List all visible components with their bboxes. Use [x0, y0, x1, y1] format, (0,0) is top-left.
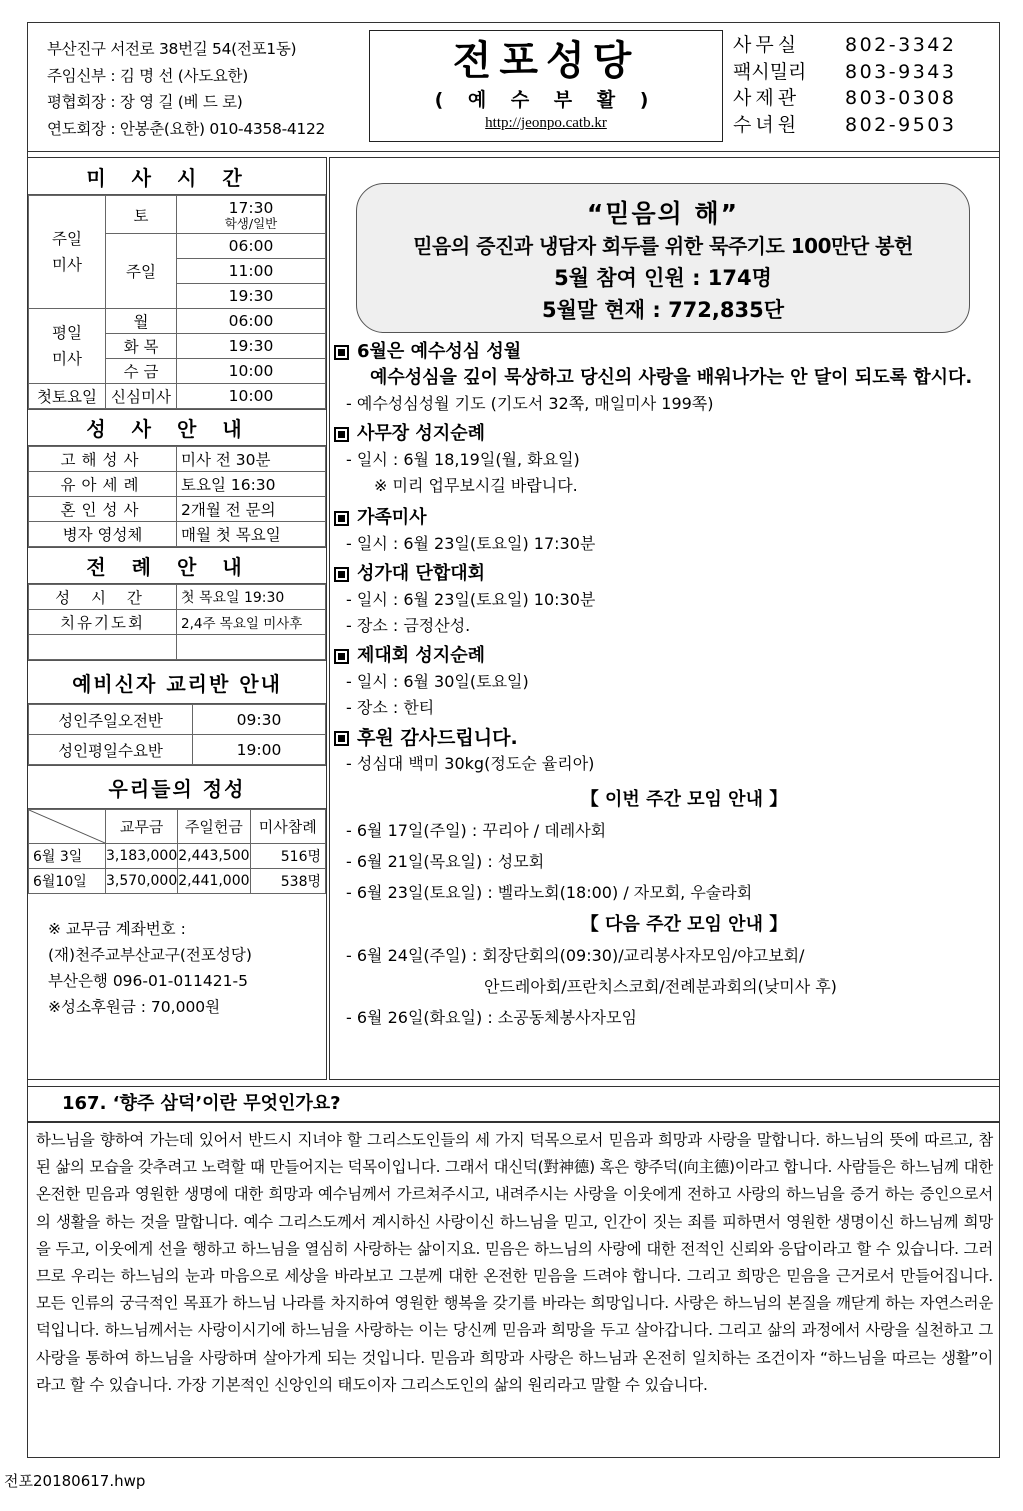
phone-row: 사제관 803-0308: [733, 87, 957, 109]
banner-line: 믿음의 증진과 냉담자 회두를 위한 묵주기도 100만단 봉헌: [413, 234, 913, 258]
notice-heading: 6월은 예수성심 성월: [357, 341, 522, 362]
notice-desc: 예수성심을 깊이 묵상하고 당신의 사랑을 배워나가는 안 달이 되도록 합시다.: [370, 367, 973, 388]
page-subtitle: ( 예 수 부 활 ): [434, 89, 658, 111]
notice-item: [334, 561, 994, 639]
year-of-faith-banner: [356, 183, 970, 333]
table-row: 6월10일 3,570,000 2,441,000 538명: [29, 869, 326, 894]
notice-line: - 장소 : 금정산성.: [346, 616, 471, 635]
liturgy-info: 첫 목요일 19:30: [177, 585, 326, 610]
mass-table: [28, 195, 326, 409]
checkbox-square-icon: [334, 731, 349, 746]
sun-time: 19:30: [177, 284, 326, 309]
header: [27, 22, 1000, 152]
notice-heading: 후원 감사드립니다.: [357, 727, 518, 749]
checkbox-square-icon: [334, 567, 349, 582]
meeting-line: - 6월 17일(주일) : 꾸리아 / 데레사회: [346, 821, 607, 840]
notice-item: [334, 505, 994, 557]
meeting-line: - 6월 26일(화요일) : 소공동체봉사자모임: [346, 1008, 637, 1027]
pastor: 주임신부 : 김 명 선 (사도요한): [47, 66, 248, 85]
weekday-day: 월: [106, 309, 177, 334]
district-president: 연도회장 : 안봉춘(요한) 010-4358-4122: [47, 119, 326, 138]
notice-heading: 가족미사: [357, 507, 427, 528]
notice-item: [334, 421, 994, 499]
checkbox-square-icon: [334, 511, 349, 526]
meeting-line: - 6월 24일(주일) : 회장단회의(09:30)/교리봉사자모임/야고보회/: [346, 946, 805, 965]
notice-list: [334, 339, 994, 1033]
question-heading: 167. ‘향주 삼덕’이란 무엇인가요?: [27, 1086, 1000, 1122]
notice-line: - 예수성심성월 기도 (기도서 32쪽, 매일미사 199쪽): [346, 394, 714, 413]
sacrament-name: 병자 영성체: [29, 522, 177, 547]
title-box: [369, 30, 723, 142]
meeting-line: 안드레아회/프란치스코회/전례분과회의(낮미사 후): [484, 977, 837, 996]
sunday-mass-label: 주일 미사: [29, 196, 106, 309]
sacrament-info: 미사 전 30분: [177, 447, 326, 472]
parish-info: [47, 36, 325, 142]
checkbox-square-icon: [334, 345, 349, 360]
col-header-attendance: 미사참례: [250, 810, 325, 844]
phone-row: 팩시밀리 803-9343: [733, 60, 957, 83]
banner-line: 5월 참여 인원 : 174명: [554, 266, 772, 290]
sacrament-info: 2개월 전 문의: [177, 497, 326, 522]
notice-line: - 장소 : 한티: [346, 698, 435, 717]
website-link[interactable]: http://jeonpo.catb.kr: [485, 115, 607, 131]
phone-list: [733, 32, 956, 138]
notice-item: [334, 643, 994, 721]
empty-cell: [29, 635, 177, 660]
col-header-dues: 교무금: [106, 810, 178, 844]
this-week-title: 【 이번 주간 모임 안내 】: [580, 789, 788, 810]
offerings-title: 우리들의 정성: [28, 765, 326, 809]
liturgy-name: 성 시 간: [29, 585, 177, 610]
sun-label: 주일: [106, 234, 177, 309]
notice-heading: 성가대 단합대회: [357, 563, 485, 584]
meeting-line: - 6월 23일(토요일) : 벨라노회(18:00) / 자모회, 우술라회: [346, 883, 753, 902]
catechumen-title: 예비신자 교리반 안내: [28, 660, 326, 704]
left-column: [27, 157, 327, 1080]
sat-time: 17:30 학생/일반: [177, 196, 326, 234]
col-header-sunday: 주일헌금: [178, 810, 250, 844]
table-row: 6월 3일 3,183,000 2,443,500 516명: [29, 844, 326, 869]
banner-title: “믿음의 해”: [586, 199, 740, 228]
sacraments-title: 성사안내: [28, 409, 326, 446]
notice-line: - 일시 : 6월 23일(토요일) 10:30분: [346, 590, 596, 609]
notice-line: ※ 미리 업무보시길 바랍니다.: [374, 476, 578, 495]
class-time: 09:30: [193, 705, 326, 735]
notice-line: - 일시 : 6월 18,19일(월, 화요일): [346, 450, 580, 469]
diagonal-header-cell: [29, 810, 106, 844]
sacrament-info: 매월 첫 목요일: [177, 522, 326, 547]
liturgy-title: 전례안내: [28, 547, 326, 584]
weekday-day: 화 목: [106, 334, 177, 359]
weekday-mass-label: 평일 미사: [29, 309, 106, 384]
mass-title: 미사시간: [28, 158, 326, 195]
first-sat-label: 첫토요일: [29, 384, 106, 409]
first-sat-name: 신심미사: [106, 384, 177, 409]
this-week-meetings: [334, 785, 994, 908]
account-info: ※ 교무금 계좌번호 : (재)천주교부산교구(전포성당) 부산은행 096-01-011421-5 ※성소후원금 : 70,000원: [48, 920, 252, 1016]
class-name: 성인평일수요반: [29, 735, 193, 765]
notice-heading: 제대회 성지순례: [357, 645, 485, 666]
notice-line: - 일시 : 6월 30일(토요일): [346, 672, 529, 691]
address: 부산진구 서전로 38번길 54(전포1동): [47, 40, 297, 58]
council-president: 평협회장 : 장 영 길 (베 드 로): [47, 93, 243, 111]
notice-line: - 성심대 백미 30kg(정도순 율리아): [346, 754, 595, 773]
phone-row: 사무실 802-3342: [733, 34, 957, 56]
weekday-day: 수 금: [106, 359, 177, 384]
sat-label: 토: [106, 196, 177, 234]
empty-cell: [177, 635, 326, 660]
liturgy-info: 2,4주 목요일 미사후: [177, 610, 326, 635]
checkbox-square-icon: [334, 427, 349, 442]
notice-item: [334, 339, 994, 417]
page-title: 전포성당: [452, 37, 640, 84]
liturgy-table: [28, 584, 326, 660]
sacrament-name: 유아세례: [29, 472, 177, 497]
checkbox-square-icon: [334, 649, 349, 664]
sun-time: 11:00: [177, 259, 326, 284]
notice-item: [334, 725, 994, 777]
sacrament-info: 토요일 16:30: [177, 472, 326, 497]
sacrament-name: 혼인성사: [29, 497, 177, 522]
catechumen-table: [28, 704, 326, 765]
sacrament-name: 고해성사: [29, 447, 177, 472]
sun-time: 06:00: [177, 234, 326, 259]
liturgy-name: 치유기도회: [29, 610, 177, 635]
banner-line: 5월말 현재 : 772,835단: [541, 298, 785, 322]
class-name: 성인주일오전반: [29, 705, 193, 735]
right-column: [329, 157, 1000, 1080]
notice-heading: 사무장 성지순례: [357, 423, 485, 444]
next-week-meetings: [334, 910, 994, 1033]
weekday-time: 06:00: [177, 309, 326, 334]
sacraments-table: [28, 446, 326, 547]
notice-line: - 일시 : 6월 23일(토요일) 17:30분: [346, 534, 596, 553]
first-sat-time: 10:00: [177, 384, 326, 409]
meeting-line: - 6월 21일(목요일) : 성모회: [346, 852, 545, 871]
phone-row: 수녀원 802-9503: [733, 113, 957, 136]
next-week-title: 【 다음 주간 모임 안내 】: [580, 914, 788, 935]
question-body: 하느님을 향하여 가는데 있어서 반드시 지녀야 할 그리스도인들의 세 가지 덕목으로서 믿음과 희망과 사랑을 말합니다. 하느님의 뜻에 따르고, 참된 삶의 모습을 갖추려고 노력할 때 만들어지는 덕목이입니다. 그래서 대신덕(對神德) 혹은 향주덕(向主德)이라고 합니다. 사람들은 하느님께 대한 온전한 믿음과 영원한 생명에 대한 희망과 예수님께서 가르쳐주시고, 내려주시는 사랑을 이웃에게 전하고 사랑의 하느님을 증거 하는 증인으로서의 생활을 하는 것을 말합니다. 예수 그리스도께서 계시하신 사랑이신 하느님을 믿고, 인간이 짓는 죄를 피하면서 영원한 생명이신 하느님께 희망을 두고, 이웃에게 선을 행하고 하느님을 열심히 사랑하는 삶이지요. 믿음은 하느님의 사랑에 대한 전적인 신뢰와 응답이라고 할 수 있습니다. 그러므로 우리는 하느님의 눈과 마음으로 세상을 바라보고 그분께 대한 온전한 믿음을 드려야 합니다. 그리고 희망은 믿음을 근거로서 만들어집니다. 모든 인류의 궁극적인 목표가 하느님 나라를 차지하여 영원한 행복을 갖기를 바라는 희망입니다. 사랑은 하느님의 본질을 깨닫게 하는 자연스러운 덕입니다. 하느님께서는 사랑이시기에 하느님을 사랑하는 이는 당신께 믿음과 희망을 두고 살아갑니다. 그리고 삶의 과정에서 사랑을 실천하고 그 사랑을 통하여 하느님을 사랑하며 살아가게 되는 것입니다. 믿음과 희망과 사랑은 하느님과 온전히 일치하는 조건이자 “하느님을 따르는 생활”이라고 할 수 있습니다. 가장 기본적인 신앙인의 태도이자 그리스도인의 삶의 원리라고 말할 수 있습니다.: [27, 1122, 1000, 1458]
class-time: 19:00: [193, 735, 326, 765]
offerings-table: [28, 809, 326, 894]
file-name: 전포20180617.hwp: [4, 1472, 146, 1490]
weekday-time: 10:00: [177, 359, 326, 384]
weekday-time: 19:30: [177, 334, 326, 359]
